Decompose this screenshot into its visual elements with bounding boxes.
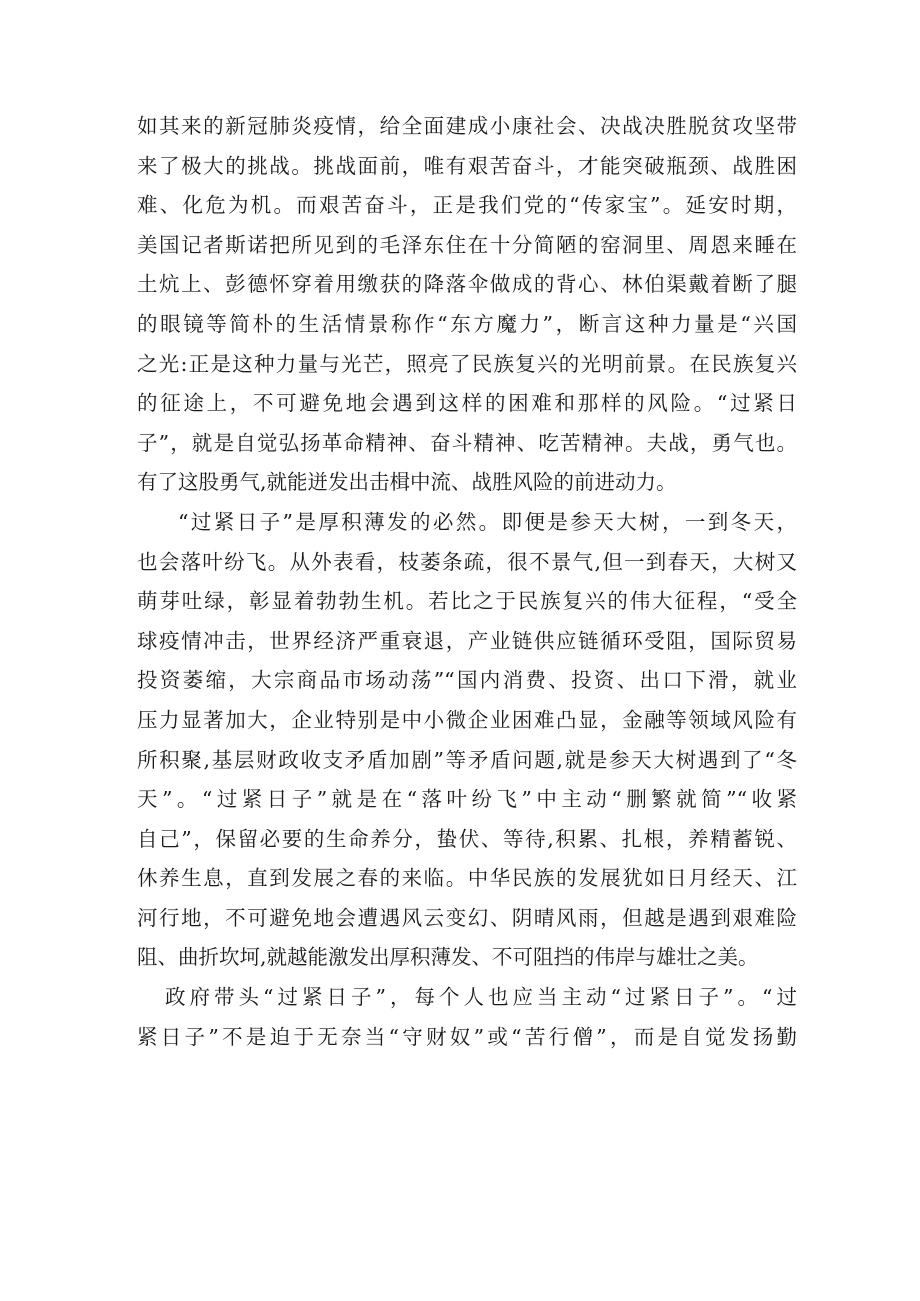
- text-line: 也会落叶纷飞。从外表看，枝萎条疏，很不景气,但一到春天，大树又: [137, 549, 797, 574]
- text-line: 萌芽吐绿，彰显着勃勃生机。若比之于民族复兴的伟大征程，“受全: [137, 589, 797, 614]
- text-line: 休养生息，直到发展之春的来临。中华民族的发展犹如日月经天、江: [137, 866, 797, 891]
- paragraph-start-line: 政府带头“过紧日子”，每个人也应当主动“过紧日子”。“过: [165, 985, 797, 1010]
- text-line: 所积聚,基层财政收支矛盾加剧”等矛盾问题,就是参天大树遇到了“冬: [137, 747, 797, 772]
- text-line: 美国记者斯诺把所见到的毛泽东住在十分简陋的窑洞里、周恩来睡在: [137, 232, 797, 257]
- text-line: 有了这股勇气,就能迸发出击楫中流、战胜风险的前进动力。: [137, 470, 677, 495]
- text-line: 的眼镜等简朴的生活情景称作“东方魔力”，断言这种力量是“兴国: [137, 311, 797, 336]
- paragraph-start-line: “过紧日子”是厚积薄发的必然。即便是参天大树，一到冬天，: [178, 509, 797, 534]
- text-line: 自己”，保留必要的生命养分，蛰伏、等待,积累、扎根，养精蓄锐、: [137, 826, 797, 851]
- text-line: 天”。“过紧日子”就是在“落叶纷飞”中主动“删繁就简”“收紧: [137, 787, 797, 812]
- text-line: 河行地，不可避免地会遭遇风云变幻、阴晴风雨，但越是遇到艰难险: [137, 905, 797, 930]
- text-line: 球疫情冲击，世界经济严重衰退，产业链供应链循环受阻，国际贸易: [137, 628, 797, 653]
- text-line: 阻、曲折坎坷,就越能激发出厚积薄发、不可阻挡的伟岸与雄壮之美。: [137, 945, 759, 970]
- text-line: 子”，就是自觉弘扬革命精神、奋斗精神、吃苦精神。夫战，勇气也。: [137, 430, 797, 455]
- text-line: 压力显著加大，企业特别是中小微企业困难凸显，金融等领域风险有: [137, 707, 797, 732]
- text-line: 之光:正是这种力量与光芒，照亮了民族复兴的光明前景。在民族复兴: [137, 351, 797, 376]
- text-line: 土炕上、彭德怀穿着用缴获的降落伞做成的背心、林伯渠戴着断了腿: [137, 272, 797, 297]
- text-line: 难、化危为机。而艰苦奋斗，正是我们党的“传家宝”。延安时期，: [137, 193, 797, 218]
- text-line: 投资萎缩，大宗商品市场动荡”“国内消费、投资、出口下滑，就业: [137, 668, 797, 693]
- article-body: [137, 107, 797, 1057]
- text-line: 如其来的新冠肺炎疫情，给全面建成小康社会、决战决胜脱贫攻坚带: [137, 114, 797, 138]
- text-line: 来了极大的挑战。挑战面前，唯有艰苦奋斗，才能突破瓶颈、战胜困: [137, 153, 797, 178]
- text-line: 紧日子”不是迫于无奈当“守财奴”或“苦行僧”，而是自觉发扬勤: [137, 1024, 797, 1049]
- text-line: 的征途上，不可避免地会遇到这样的困难和那样的风险。“过紧日: [137, 391, 797, 416]
